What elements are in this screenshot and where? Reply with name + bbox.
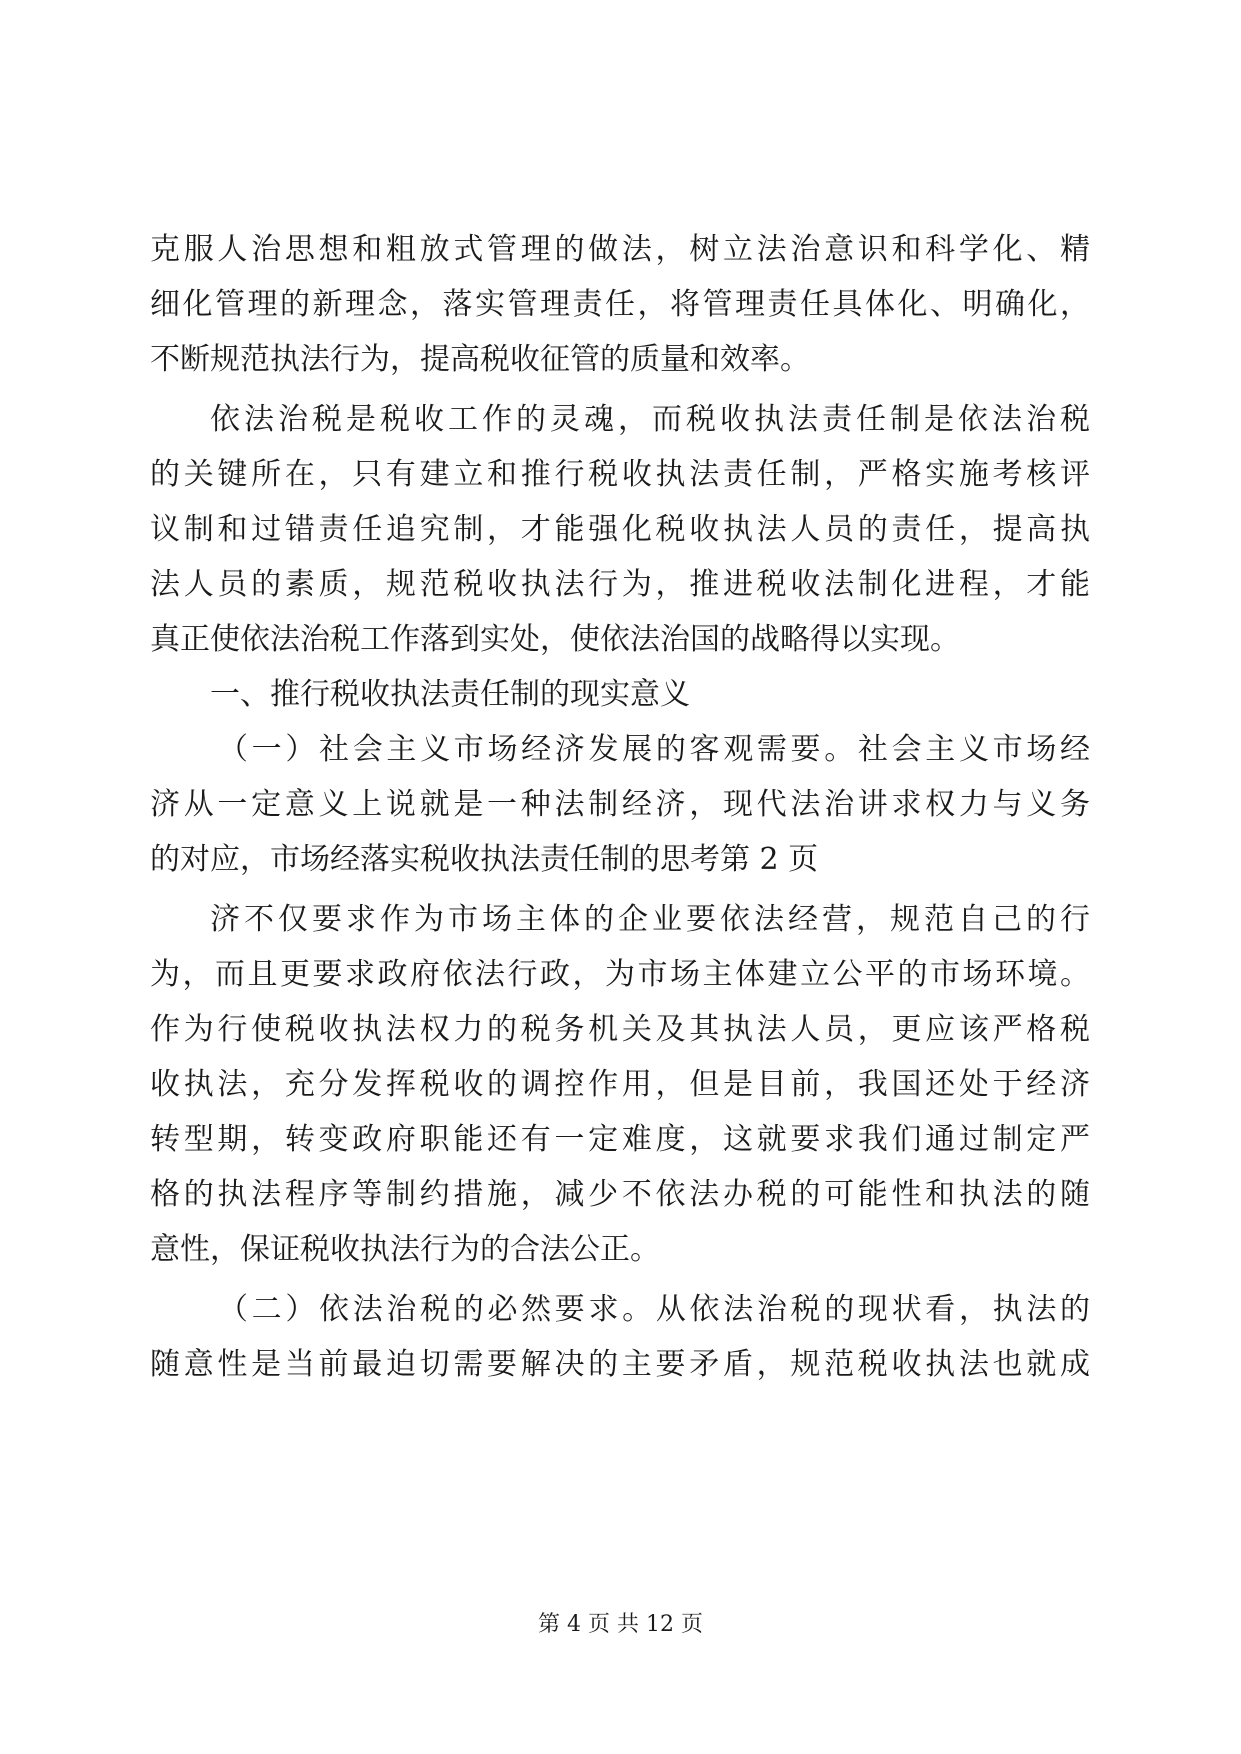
- text-line: 意性，保证税收执法行为的合法公正。: [150, 1232, 660, 1267]
- text-line: 的关键所在，只有建立和推行税收执法责任制，严格实施考核评: [150, 457, 1090, 492]
- paragraph-first-line: 依法治税是税收工作的灵魂，而税收执法责任制是依法治税: [210, 402, 1090, 437]
- text-line: 克服人治思想和粗放式管理的做法，树立法治意识和科学化、精: [150, 232, 1090, 267]
- section-heading: 一、推行税收执法责任制的现实意义: [210, 677, 690, 712]
- text-line: 法人员的素质，规范税收执法行为，推进税收法制化进程，才能: [150, 567, 1090, 602]
- subsection-heading: （二）依法治税的必然要求。从依法治税的现状看，执法的: [218, 1292, 1090, 1327]
- page-number-label: 第 4 页 共 12 页: [538, 1612, 703, 1637]
- text-line: 济从一定意义上说就是一种法制经济，现代法治讲求权力与义务: [150, 787, 1090, 822]
- text-line: 格的执法程序等制约措施，减少不依法办税的可能性和执法的随: [150, 1177, 1090, 1212]
- text-line: 转型期，转变政府职能还有一定难度，这就要求我们通过制定严: [150, 1122, 1090, 1157]
- text-line: 议制和过错责任追究制，才能强化税收执法人员的责任，提高执: [150, 512, 1090, 547]
- text-line: 收执法，充分发挥税收的调控作用，但是目前，我国还处于经济: [150, 1067, 1090, 1102]
- paragraph-first-line: 济不仅要求作为市场主体的企业要依法经营，规范自己的行: [210, 902, 1090, 937]
- text-line: 随意性是当前最迫切需要解决的主要矛盾，规范税收执法也就成: [150, 1347, 1090, 1382]
- text-line: 的对应，市场经落实税收执法责任制的思考第 2 页: [150, 842, 819, 877]
- text-line: 为，而且更要求政府依法行政，为市场主体建立公平的市场环境。: [150, 957, 1090, 992]
- text-line: 细化管理的新理念，落实管理责任，将管理责任具体化、明确化，: [150, 287, 1090, 322]
- page-footer: [0, 1610, 1241, 1640]
- subsection-heading: （一）社会主义市场经济发展的客观需要。社会主义市场经: [218, 732, 1090, 767]
- text-line: 真正使依法治税工作落到实处，使依法治国的战略得以实现。: [150, 622, 960, 657]
- text-line: 不断规范执法行为，提高税收征管的质量和效率。: [150, 342, 810, 377]
- text-line: 作为行使税收执法权力的税务机关及其执法人员，更应该严格税: [150, 1012, 1090, 1047]
